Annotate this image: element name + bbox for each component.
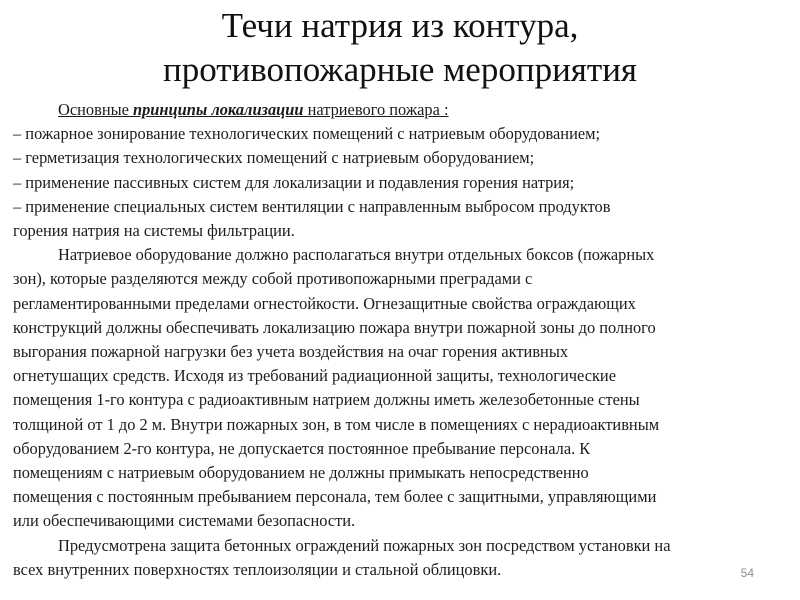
principle-item: – герметизация технологических помещений с натриевым оборудованием;	[13, 148, 535, 168]
paragraph-1-line: помещения 1-го контура с радиоактивным натрием должны иметь железобетонные стены	[13, 390, 640, 410]
slide-title-line-1: Течи натрия из контура,	[221, 6, 579, 45]
paragraph-1-line: конструкций должны обеспечивать локализацию пожара внутри пожарной зоны до полного	[13, 317, 656, 337]
paragraph-1-line: толщиной от 1 до 2 м. Внутри пожарных зон, в том числе в помещениях с нерадиоактивным	[13, 414, 660, 434]
principle-item: – пожарное зонирование технологических помещений с натриевым оборудованием;	[13, 124, 601, 144]
paragraph-1-line: зон), которые разделяются между собой противопожарными преградами с	[13, 269, 533, 289]
principles-heading-tail: натриевого пожара :	[303, 100, 449, 119]
principles-heading-lead: Основные	[58, 100, 133, 119]
paragraph-1-line: регламентированными пределами огнестойкости. Огнезащитные свойства ограждающих	[13, 293, 636, 313]
paragraph-1-line: огнетушащих средств. Исходя из требований радиационной защиты, технологические	[13, 366, 616, 386]
paragraph-2-line: всех внутренних поверхностях теплоизоляции и стальной облицовки.	[13, 559, 502, 579]
paragraph-1-line: оборудованием 2-го контура, не допускается постоянное пребывание персонала. К	[13, 438, 591, 458]
paragraph-1-line: выгорания пожарной нагрузки без учета воздействия на очаг горения активных	[13, 342, 569, 362]
paragraph-1-line: или обеспечивающими системами безопасности.	[13, 511, 356, 531]
principle-item: – применение пассивных систем для локализации и подавления горения натрия;	[13, 172, 575, 192]
slide-body	[13, 98, 800, 582]
principle-item-continuation: горения натрия на системы фильтрации.	[13, 221, 295, 241]
paragraph-1-line: Натриевое оборудование должно располагаться внутри отдельных боксов (пожарных	[58, 245, 655, 265]
slide-number: 54	[740, 566, 754, 580]
slide-title	[0, 4, 800, 92]
paragraph-1-line: помещениям с натриевым оборудованием не должны примыкать непосредственно	[13, 463, 589, 483]
principles-heading	[13, 98, 800, 122]
principles-heading-emphasis: принципы локализации	[132, 100, 304, 119]
principle-item: – применение специальных систем вентиляции с направленным выбросом продуктов	[13, 196, 611, 216]
slide-title-line-2: противопожарные мероприятия	[162, 50, 638, 89]
paragraph-1-line: помещения с постоянным пребыванием персонала, тем более с защитными, управляющими	[13, 487, 657, 507]
paragraph-2-line: Предусмотрена защита бетонных ограждений пожарных зон посредством установки на	[58, 535, 671, 555]
